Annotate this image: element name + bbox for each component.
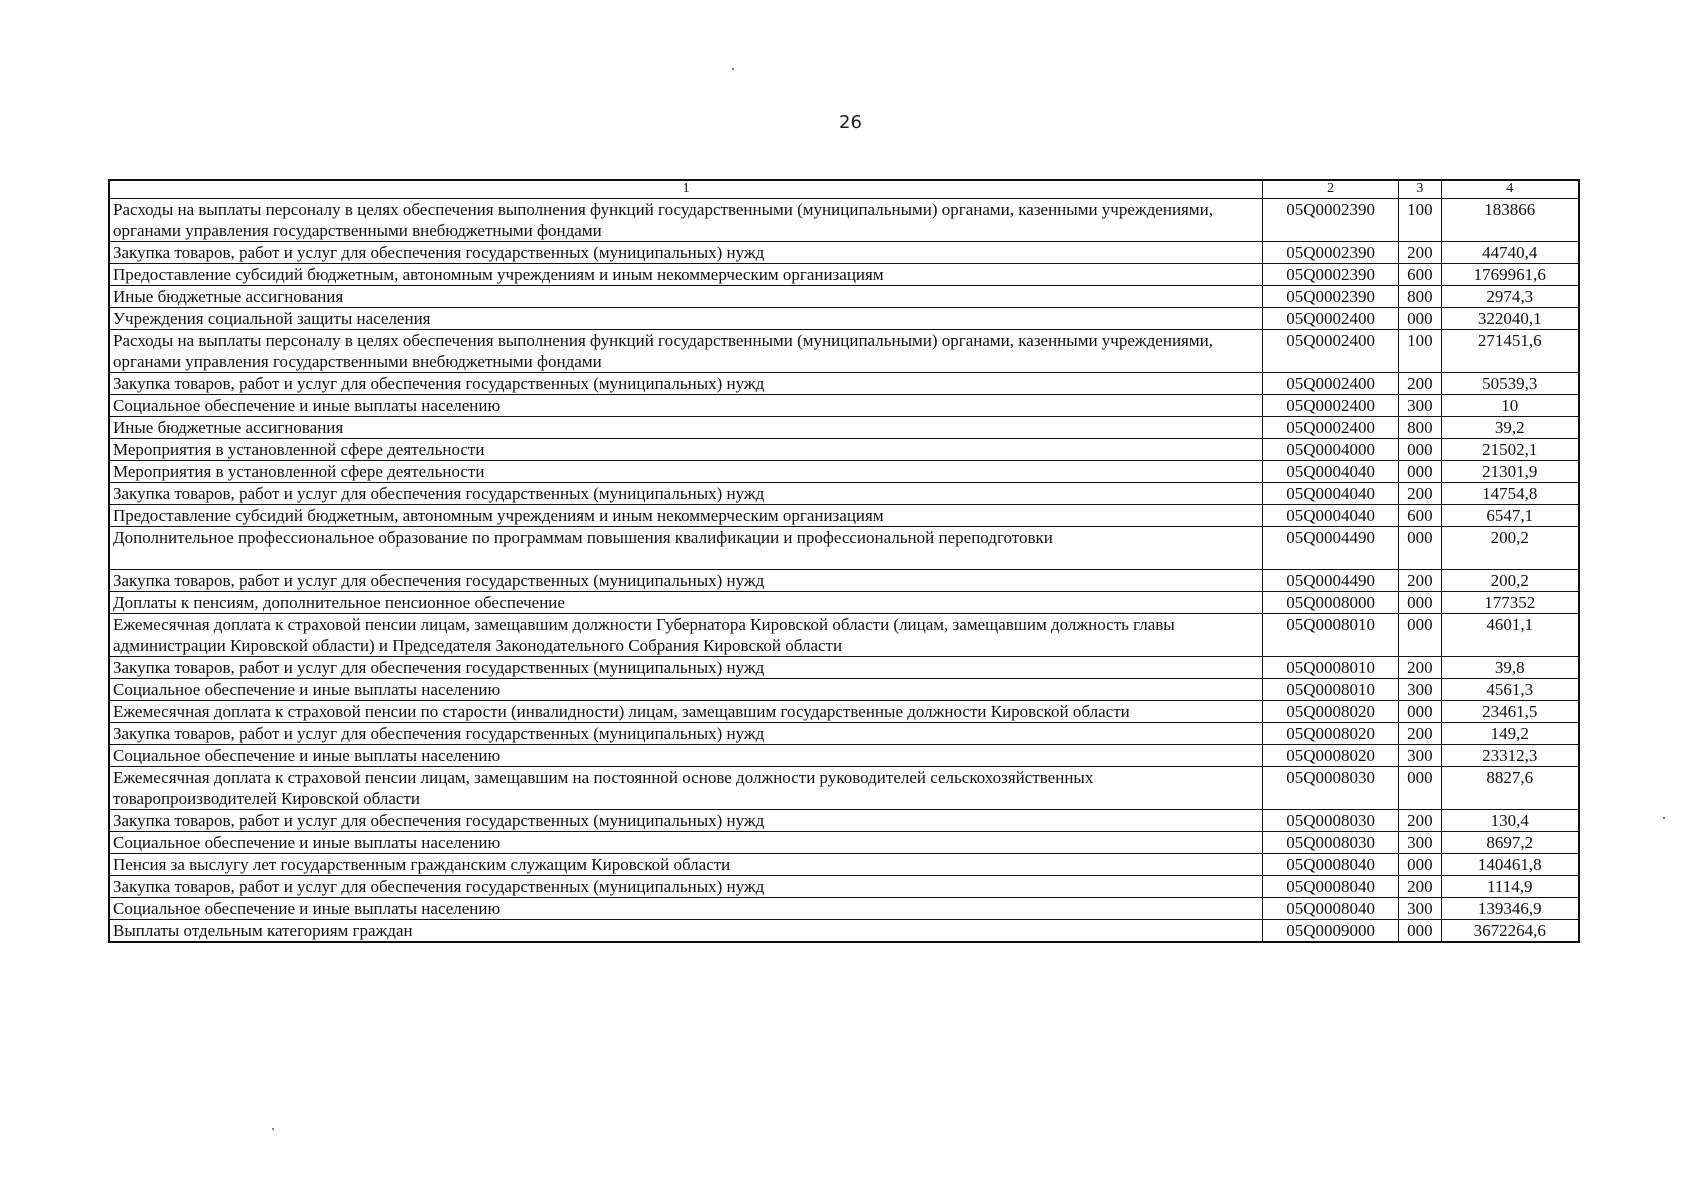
cell-type: 800 [1399,417,1442,439]
table-row [109,395,1579,417]
cell-name: Иные бюджетные ассигнования [109,286,1263,308]
cell-name: Социальное обеспечение и иные выплаты населению [109,832,1263,854]
table-row [109,199,1579,242]
cell-name: Закупка товаров, работ и услуг для обеспечения государственных (муниципальных) нужд [109,657,1263,679]
cell-type: 000 [1399,461,1442,483]
table-row [109,570,1579,592]
scan-speck [1663,817,1665,819]
cell-name: Иные бюджетные ассигнования [109,417,1263,439]
cell-sum: 1114,9 [1441,876,1579,898]
cell-type: 200 [1399,242,1442,264]
table-row [109,657,1579,679]
cell-type: 000 [1399,767,1442,810]
cell-name: Закупка товаров, работ и услуг для обеспечения государственных (муниципальных) нужд [109,373,1263,395]
table-row [109,264,1579,286]
cell-sum: 8697,2 [1441,832,1579,854]
header-cell-type: 3 [1399,180,1442,199]
table-row [109,308,1579,330]
cell-sum: 21502,1 [1441,439,1579,461]
table-row [109,439,1579,461]
cell-sum: 200,2 [1441,527,1579,570]
cell-name: Мероприятия в установленной сфере деятельности [109,439,1263,461]
cell-type: 300 [1399,679,1442,701]
table-row [109,592,1579,614]
cell-code: 05Q0004490 [1263,570,1399,592]
cell-code: 05Q0008020 [1263,745,1399,767]
cell-name: Расходы на выплаты персоналу в целях обеспечения выполнения функций государственными (муниципальными) органами, казенными учреждениями, органами управления государственными внебюджетными фондами [109,330,1263,373]
cell-code: 05Q0004040 [1263,461,1399,483]
table-body [109,199,1579,943]
cell-code: 05Q0008040 [1263,898,1399,920]
cell-sum: 130,4 [1441,810,1579,832]
cell-name: Мероприятия в установленной сфере деятельности [109,461,1263,483]
cell-code: 05Q0004490 [1263,527,1399,570]
cell-name: Расходы на выплаты персоналу в целях обеспечения выполнения функций государственными (муниципальными) органами, казенными учреждениями, органами управления государственными внебюджетными фондами [109,199,1263,242]
table-row [109,701,1579,723]
cell-type: 000 [1399,592,1442,614]
cell-code: 05Q0008010 [1263,657,1399,679]
cell-type: 000 [1399,308,1442,330]
cell-sum: 4601,1 [1441,614,1579,657]
cell-type: 600 [1399,264,1442,286]
table-row [109,286,1579,308]
cell-name: Закупка товаров, работ и услуг для обеспечения государственных (муниципальных) нужд [109,483,1263,505]
table-row [109,242,1579,264]
cell-type: 300 [1399,395,1442,417]
cell-type: 300 [1399,898,1442,920]
cell-type: 200 [1399,723,1442,745]
cell-type: 200 [1399,810,1442,832]
cell-sum: 23312,3 [1441,745,1579,767]
table-row [109,876,1579,898]
cell-name: Закупка товаров, работ и услуг для обеспечения государственных (муниципальных) нужд [109,570,1263,592]
cell-type: 200 [1399,373,1442,395]
cell-name: Предоставление субсидий бюджетным, автономным учреждениям и иным некоммерческим организациям [109,264,1263,286]
table-row [109,723,1579,745]
cell-code: 05Q0008020 [1263,701,1399,723]
cell-code: 05Q0009000 [1263,920,1399,943]
cell-sum: 177352 [1441,592,1579,614]
cell-type: 800 [1399,286,1442,308]
table-row [109,505,1579,527]
cell-sum: 39,8 [1441,657,1579,679]
cell-name: Социальное обеспечение и иные выплаты населению [109,745,1263,767]
cell-sum: 140461,8 [1441,854,1579,876]
budget-table [108,179,1580,943]
table-row [109,527,1579,570]
cell-sum: 50539,3 [1441,373,1579,395]
cell-name: Ежемесячная доплата к страховой пенсии по старости (инвалидности) лицам, замещавшим государственные должности Кировской области [109,701,1263,723]
cell-type: 200 [1399,483,1442,505]
cell-name: Учреждения социальной защиты населения [109,308,1263,330]
cell-name: Выплаты отдельным категориям граждан [109,920,1263,943]
table-row [109,679,1579,701]
scan-speck [272,1128,274,1130]
cell-code: 05Q0008040 [1263,876,1399,898]
cell-code: 05Q0008000 [1263,592,1399,614]
cell-code: 05Q0002390 [1263,199,1399,242]
scan-speck [732,68,734,70]
cell-type: 100 [1399,330,1442,373]
cell-sum: 139346,9 [1441,898,1579,920]
cell-name: Закупка товаров, работ и услуг для обеспечения государственных (муниципальных) нужд [109,723,1263,745]
cell-code: 05Q0002400 [1263,330,1399,373]
cell-type: 000 [1399,920,1442,943]
cell-code: 05Q0008020 [1263,723,1399,745]
cell-name: Закупка товаров, работ и услуг для обеспечения государственных (муниципальных) нужд [109,876,1263,898]
cell-code: 05Q0002400 [1263,395,1399,417]
cell-sum: 6547,1 [1441,505,1579,527]
page-number: 26 [839,112,862,133]
cell-sum: 44740,4 [1441,242,1579,264]
table-row [109,373,1579,395]
cell-name: Социальное обеспечение и иные выплаты населению [109,395,1263,417]
table-header [109,180,1579,199]
table-row [109,614,1579,657]
cell-type: 100 [1399,199,1442,242]
cell-sum: 183866 [1441,199,1579,242]
table-row [109,461,1579,483]
cell-name: Ежемесячная доплата к страховой пенсии лицам, замещавшим должности Губернатора Кировской области (лицам, замещавшим должность главы администрации Кировской области) и Председателя Законодательного Собрания Кировской области [109,614,1263,657]
cell-type: 200 [1399,876,1442,898]
cell-code: 05Q0002390 [1263,264,1399,286]
cell-type: 300 [1399,832,1442,854]
cell-type: 000 [1399,614,1442,657]
table-row [109,810,1579,832]
cell-type: 000 [1399,701,1442,723]
cell-sum: 14754,8 [1441,483,1579,505]
cell-name: Социальное обеспечение и иные выплаты населению [109,679,1263,701]
cell-name: Дополнительное профессиональное образование по программам повышения квалификации и профессиональной переподготовки [109,527,1263,570]
cell-code: 05Q0002390 [1263,242,1399,264]
cell-type: 200 [1399,657,1442,679]
cell-sum: 2974,3 [1441,286,1579,308]
cell-code: 05Q0008030 [1263,767,1399,810]
header-cell-sum: 4 [1441,180,1579,199]
cell-name: Социальное обеспечение и иные выплаты населению [109,898,1263,920]
cell-name: Ежемесячная доплата к страховой пенсии лицам, замещавшим на постоянной основе должности руководителей сельскохозяйственных товаропроизводителей Кировской области [109,767,1263,810]
cell-code: 05Q0008030 [1263,810,1399,832]
cell-name: Закупка товаров, работ и услуг для обеспечения государственных (муниципальных) нужд [109,810,1263,832]
cell-code: 05Q0002400 [1263,417,1399,439]
cell-code: 05Q0002400 [1263,308,1399,330]
cell-code: 05Q0008030 [1263,832,1399,854]
cell-code: 05Q0002390 [1263,286,1399,308]
cell-sum: 200,2 [1441,570,1579,592]
header-row [109,180,1579,199]
table-row [109,920,1579,943]
cell-sum: 8827,6 [1441,767,1579,810]
cell-code: 05Q0008010 [1263,614,1399,657]
cell-type: 000 [1399,854,1442,876]
cell-sum: 4561,3 [1441,679,1579,701]
cell-sum: 149,2 [1441,723,1579,745]
table-row [109,483,1579,505]
cell-sum: 39,2 [1441,417,1579,439]
cell-sum: 21301,9 [1441,461,1579,483]
cell-sum: 23461,5 [1441,701,1579,723]
cell-name: Доплаты к пенсиям, дополнительное пенсионное обеспечение [109,592,1263,614]
cell-code: 05Q0004040 [1263,505,1399,527]
table-row [109,330,1579,373]
cell-type: 000 [1399,527,1442,570]
cell-code: 05Q0004000 [1263,439,1399,461]
table-row [109,745,1579,767]
cell-sum: 322040,1 [1441,308,1579,330]
cell-code: 05Q0008040 [1263,854,1399,876]
cell-type: 300 [1399,745,1442,767]
cell-type: 000 [1399,439,1442,461]
cell-sum: 10 [1441,395,1579,417]
cell-code: 05Q0004040 [1263,483,1399,505]
cell-name: Предоставление субсидий бюджетным, автономным учреждениям и иным некоммерческим организациям [109,505,1263,527]
cell-code: 05Q0008010 [1263,679,1399,701]
header-cell-name: 1 [109,180,1263,199]
cell-type: 200 [1399,570,1442,592]
table-row [109,832,1579,854]
cell-sum: 3672264,6 [1441,920,1579,943]
cell-type: 600 [1399,505,1442,527]
header-cell-code: 2 [1263,180,1399,199]
cell-name: Пенсия за выслугу лет государственным гражданским служащим Кировской области [109,854,1263,876]
table-row [109,898,1579,920]
cell-sum: 1769961,6 [1441,264,1579,286]
table-row [109,767,1579,810]
cell-name: Закупка товаров, работ и услуг для обеспечения государственных (муниципальных) нужд [109,242,1263,264]
cell-sum: 271451,6 [1441,330,1579,373]
cell-code: 05Q0002400 [1263,373,1399,395]
table-row [109,417,1579,439]
table-row [109,854,1579,876]
